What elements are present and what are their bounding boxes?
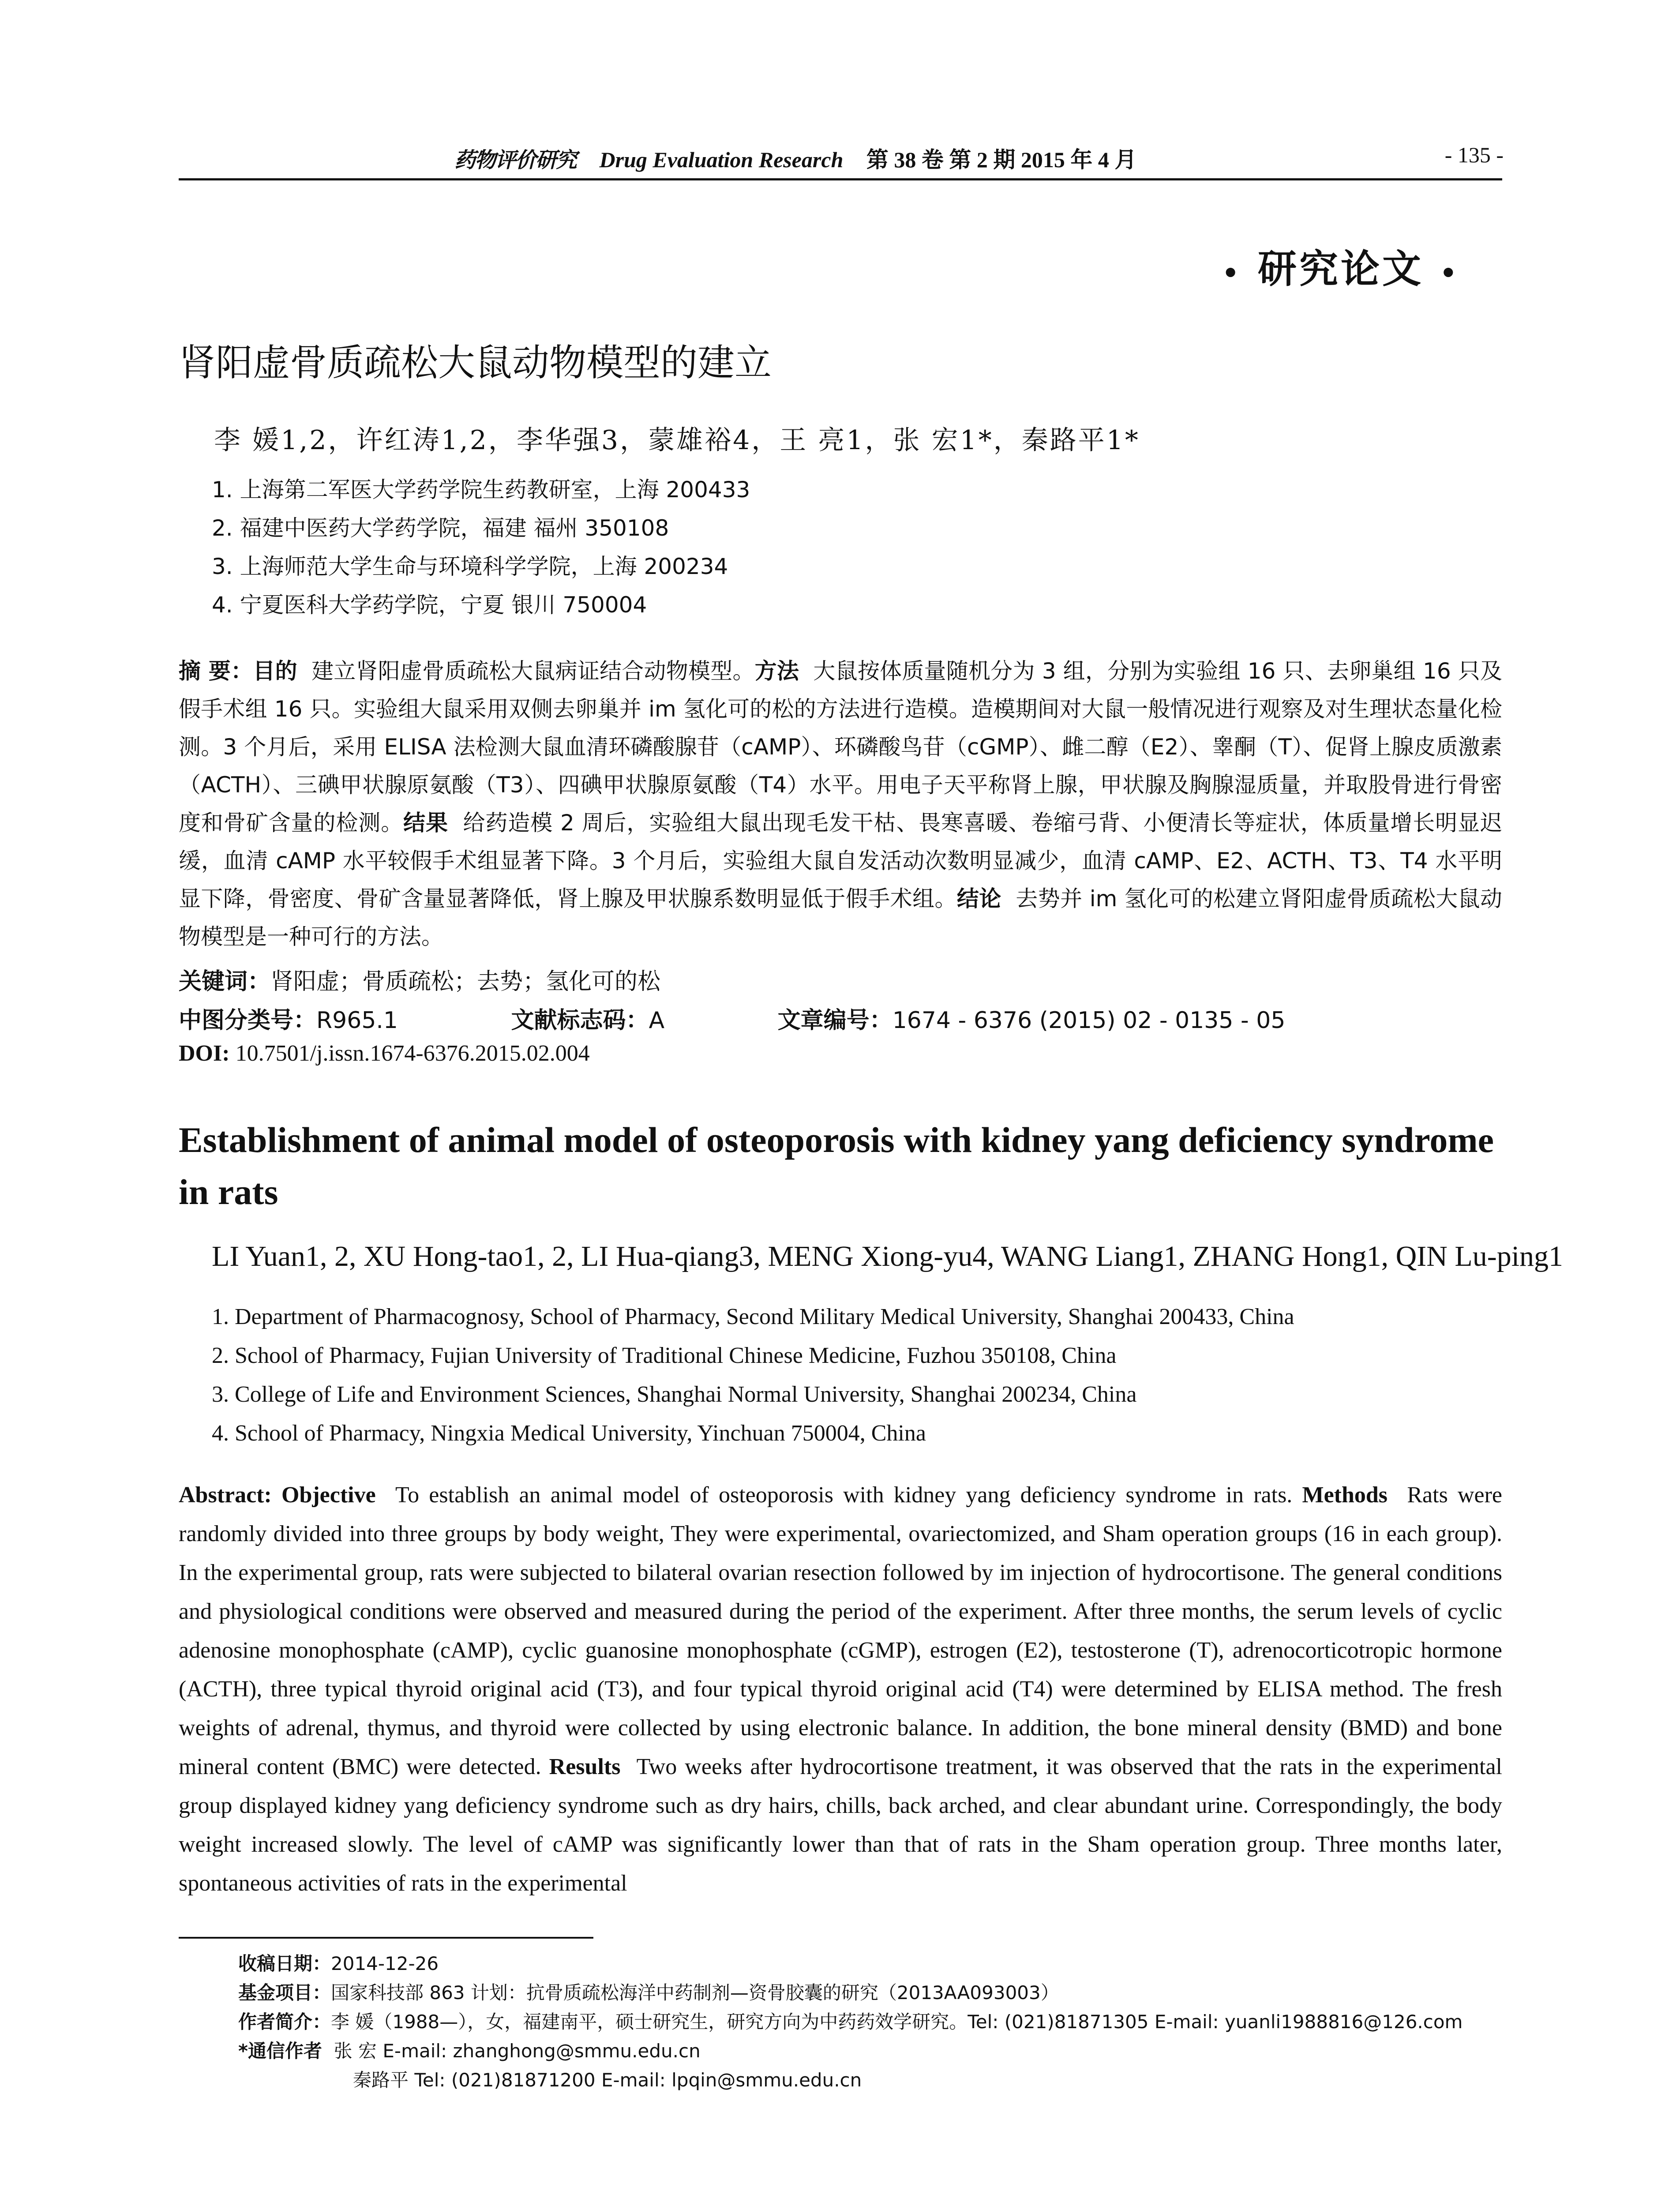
journal-name: Drug Evaluation Research — [599, 147, 844, 172]
cn-results-label: 结果 — [403, 810, 448, 836]
en-abstract-label: Abstract: — [179, 1482, 272, 1508]
keywords-label: 关键词： — [179, 968, 271, 995]
section-tag — [1222, 238, 1459, 294]
cn-classification — [179, 1002, 1285, 1035]
running-header — [454, 142, 1136, 174]
cn-keywords — [179, 963, 660, 996]
en-affiliation: 1. Department of Pharmacognosy, School of Pharmacy, Second Military Medical University, Shanghai 200433, China — [212, 1304, 1294, 1329]
en-title: Establishment of animal model of osteoporosis with kidney yang deficiency syndrome in rats — [179, 1120, 1494, 1212]
en-methods: Rats were randomly divided into three groups by body weight, They were experimental, ovariectomized, and Sham operation groups (16 in each group). In the experimental group, rats were subjected to bilateral ovarian resection followed by im injection of hydrocortisone. The general conditions and physiological conditions were observed and measured during the period of the experiment. After three months, the serum levels of cyclic adenosine monophosphate (cAMP), cyclic guanosine monophosphate (cGMP), estrogen (E2), testosterone (T), adrenocorticotropic hormone (ACTH), three typical thyroid original acid (T3), and four typical thyroid original acid (T4) were determined by ELISA method. The fresh weights of adrenal, thymus, and thyroid were collected by using electronic balance. In addition, the bone mineral density (BMD) and bone mineral content (BMC) were detected. — [179, 1482, 1503, 1779]
cn-results: 给药造模 2 周后，实验组大鼠出现毛发干枯、畏寒喜暖、卷缩弓背、小便清长等症状，体质量增长明显迟缓，血清 cAMP 水平较假手术组显著下降。3 个月后，实验组大鼠自发活动次数明显减少，血清 cAMP、E2、ACTH、T3、T4 水平明显下降，骨密度、骨矿含量显著降低，肾上腺及甲状腺系数明显低于假手术组。 — [179, 810, 1502, 912]
keywords-value: 肾阳虚；骨质疏松；去势；氢化可的松 — [270, 968, 661, 995]
cn-affiliation: 3. 上海师范大学生命与环境科学学院，上海 200234 — [212, 554, 728, 579]
cn-title: 肾阳虚骨质疏松大鼠动物模型的建立 — [179, 341, 772, 384]
footnote-received — [238, 1949, 439, 1976]
clc-value: R965.1 — [316, 1007, 398, 1034]
article-no-value: 1674 - 6376 (2015) 02 - 0135 - 05 — [892, 1007, 1286, 1034]
issue-info: 第 38 卷 第 2 期 2015 年 4 月 — [866, 147, 1137, 172]
footnote-rule — [179, 1937, 593, 1939]
bullet-icon: • — [1222, 258, 1242, 289]
section-tag-label: 研究论文 — [1258, 246, 1424, 292]
cn-objective-label: 目的 — [253, 658, 297, 684]
received-value: 2014-12-26 — [331, 1953, 439, 1974]
en-affiliation: 2. School of Pharmacy, Fujian University of Traditional Chinese Medicine, Fuzhou 350108, China — [212, 1343, 1117, 1368]
doc-code-value: A — [649, 1007, 665, 1034]
received-label: 收稿日期： — [238, 1953, 331, 1974]
bio-label: 作者简介： — [238, 2011, 331, 2033]
doi-value: 10.7501/j.issn.1674-6376.2015.02.004 — [235, 1041, 590, 1066]
doi-line — [179, 1040, 590, 1066]
cn-abstract — [179, 652, 1502, 956]
en-methods-label: Methods — [1302, 1482, 1388, 1508]
footnote-corresponding-2: 秦路平 Tel: (021)81871200 E-mail: lpqin@smmu.edu.cn — [353, 2069, 862, 2091]
doi-label: DOI: — [179, 1041, 230, 1066]
cn-affiliation: 4. 宁夏医科大学药学院，宁夏 银川 750004 — [212, 592, 647, 618]
en-affiliation: 4. School of Pharmacy, Ningxia Medical University, Yinchuan 750004, China — [212, 1421, 926, 1446]
footnote-fund — [238, 1978, 1059, 2005]
doc-code-label: 文献标志码： — [511, 1007, 649, 1034]
footnote-corresponding — [238, 2037, 701, 2063]
cn-conclusion: 去势并 im 氢化可的松建立肾阳虚骨质疏松大鼠动物模型是一种可行的方法。 — [179, 886, 1502, 949]
article-no-label: 文章编号： — [777, 1007, 892, 1034]
en-authors: LI Yuan1, 2, XU Hong-tao1, 2, LI Hua-qiang3, MENG Xiong-yu4, WANG Liang1, ZHANG Hong1, QIN Lu-ping1 — [212, 1240, 1564, 1272]
en-objective: To establish an animal model of osteoporosis with kidney yang deficiency syndrome in rats. — [395, 1482, 1293, 1508]
cn-affiliation: 1. 上海第二军医大学药学院生药教研室，上海 200433 — [212, 477, 750, 503]
footnote-bio — [238, 2007, 1462, 2034]
clc-label: 中图分类号： — [179, 1007, 317, 1034]
cn-conclusion-label: 结论 — [956, 886, 1001, 912]
en-abstract — [179, 1476, 1502, 1903]
fund-value: 国家科技部 863 计划：抗骨质疏松海洋中药制剂—资骨胶囊的研究（2013AA093003） — [331, 1982, 1059, 2003]
cn-methods-label: 方法 — [754, 658, 799, 684]
fund-label: 基金项目： — [238, 1982, 331, 2003]
journal-logo: 药物评价研究 — [454, 148, 577, 173]
corr-value-1: 张 宏 E-mail: zhanghong@smmu.edu.cn — [334, 2040, 701, 2062]
corr-label: *通信作者 — [238, 2040, 322, 2062]
cn-abstract-label: 摘 要： — [179, 658, 253, 684]
page-number: - 135 - — [1444, 143, 1504, 167]
header-rule — [179, 178, 1502, 180]
cn-authors: 李 媛1,2，许红涛1,2，李华强3，蒙雄裕4，王 亮1，张 宏1*，秦路平1* — [214, 425, 1140, 456]
cn-affiliation: 2. 福建中医药大学药学院，福建 福州 350108 — [212, 515, 669, 541]
en-affiliation: 3. College of Life and Environment Sciences, Shanghai Normal University, Shanghai 200234, China — [212, 1382, 1137, 1407]
bullet-icon: • — [1440, 258, 1460, 289]
en-results: Two weeks after hydrocortisone treatment, it was observed that the rats in the experimental group displayed kidney yang deficiency syndrome such as dry hairs, chills, back arched, and clear abundant urine. Correspondingly, the body weight increased slowly. The level of cAMP was significantly lower than that of rats in the Sham operation group. Three months later, spontaneous activities of rats in the experimental — [179, 1754, 1502, 1896]
cn-objective: 建立肾阳虚骨质疏松大鼠病证结合动物模型。 — [311, 658, 755, 684]
cn-methods: 大鼠按体质量随机分为 3 组，分别为实验组 16 只、去卵巢组 16 只及假手术组 16 只。实验组大鼠采用双侧去卵巢并 im 氢化可的松的方法进行造模。造模期间对大鼠一般情况进行观察及对生理状态量化检测。3 个月后，采用 ELISA 法检测大鼠血清环磷酸腺苷（cAMP）、环磷酸鸟苷（cGMP）、雌二醇（E2）、睾酮（T）、促肾上腺皮质激素（ACTH）、三碘甲状腺原氨酸（T3）、四碘甲状腺原氨酸（T4）水平。用电子天平称肾上腺，甲状腺及胸腺湿质量，并取股骨进行骨密度和骨矿含量的检测。 — [179, 658, 1502, 836]
en-results-label: Results — [549, 1754, 621, 1779]
bio-value: 李 媛（1988—），女，福建南平，硕士研究生，研究方向为中药药效学研究。Tel: (021)81871305 E-mail: yuanli1988816@126.com — [331, 2011, 1463, 2033]
en-objective-label: Objective — [281, 1482, 376, 1508]
